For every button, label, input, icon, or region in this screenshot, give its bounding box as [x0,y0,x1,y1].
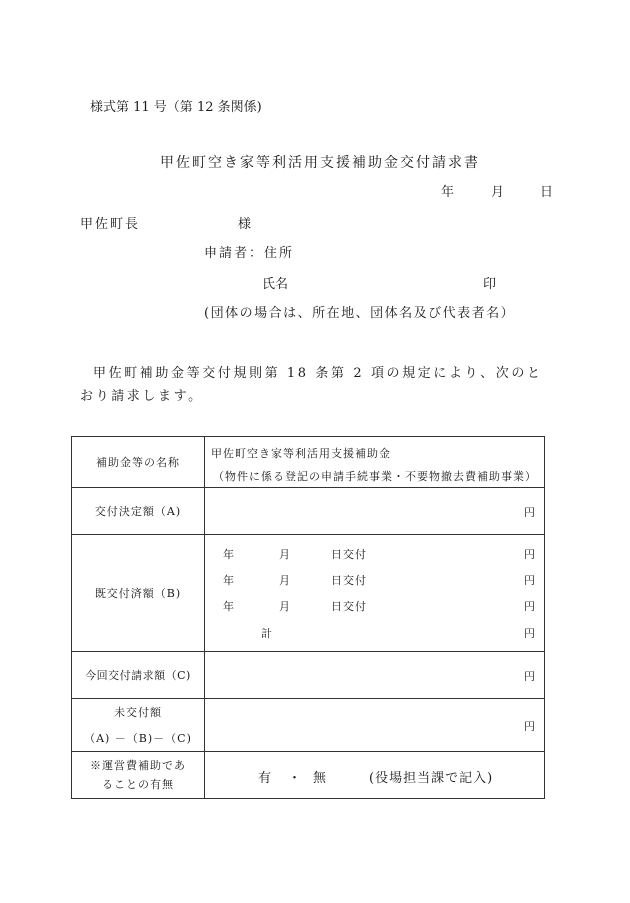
operating-label-line-2: ることの有無 [102,778,174,791]
date-year: 年 [441,185,455,200]
unpaid-amount-label: 未交付額 [114,706,162,719]
paid-total-label: 計 [261,627,273,640]
operating-subsidy-row [72,752,545,799]
operating-label-line-1: ※運営費補助であ [90,759,186,772]
operating-separator: ・ [288,771,303,786]
paid-row-1-day: 日交付 [331,548,367,561]
decided-amount-row [72,488,545,535]
operating-yes-option[interactable]: 有 [258,771,273,786]
form-number: 様式第 11 号（第 12 条関係) [90,100,262,115]
organization-note: (団体の場合は、所在地、団体名及び代表者名） [204,306,516,321]
operating-subsidy-cell [205,752,545,799]
request-amount-cell [205,652,545,699]
unpaid-amount-yen: 円 [524,720,536,733]
already-paid-cell [205,535,545,652]
paid-row-3-yen: 円 [524,600,536,613]
subsidy-name-cell [205,437,545,488]
already-paid-row [72,535,545,652]
subsidy-name-label: 補助金等の名称 [72,437,205,488]
decided-amount-yen: 円 [524,506,536,519]
operating-no-option[interactable]: 無 [313,771,328,786]
date-month: 月 [491,185,505,200]
paid-total-yen: 円 [524,627,536,640]
addressee: 甲佐町長 [80,217,141,232]
unpaid-amount-row [72,699,545,752]
subsidy-name-sub: （物件に係る登記の申請手続事業・不要物撤去費補助事業） [213,470,537,483]
decided-amount-label: 交付決定額（A) [72,488,205,535]
decided-amount-cell [205,488,545,535]
applicant-name-label: 氏名 [262,277,289,292]
unpaid-amount-cell [205,699,545,752]
request-amount-yen: 円 [524,670,536,683]
subsidy-name-row [72,437,545,488]
unpaid-formula: （A) －（B)－（C) [84,732,192,745]
paid-row-1-year: 年 [223,548,235,561]
paid-row-1-yen: 円 [524,548,536,561]
paid-row-3-year: 年 [223,600,235,613]
document-title: 甲佐町空き家等利活用支援補助金交付請求書 [160,155,480,171]
seal-label: 印 [483,277,497,292]
honorific: 様 [238,217,252,232]
paid-row-3-day: 日交付 [331,600,367,613]
paid-row-2-year: 年 [223,574,235,587]
paid-row-2-month: 月 [279,574,291,587]
request-amount-label: 今回交付請求額（C) [72,652,205,699]
operating-note: (役場担当課で記入) [369,771,494,786]
operating-subsidy-label [72,752,205,799]
request-form-table [71,436,545,799]
subsidy-name: 甲佐町空き家等利活用支援補助金 [211,447,391,460]
paid-row-2-yen: 円 [524,574,536,587]
request-body-text: 甲佐町補助金等交付規則第 18 条第 2 項の規定により、次のとおり請求します。 [80,366,543,404]
already-paid-label: 既交付済額（B) [72,535,205,652]
paid-row-2-day: 日交付 [331,574,367,587]
applicant-address-label: 申請者：住所 [204,246,295,261]
paid-row-1-month: 月 [279,548,291,561]
date-day: 日 [540,185,554,200]
paid-row-3-month: 月 [279,600,291,613]
unpaid-amount-label-cell [72,699,205,752]
request-amount-row [72,652,545,699]
